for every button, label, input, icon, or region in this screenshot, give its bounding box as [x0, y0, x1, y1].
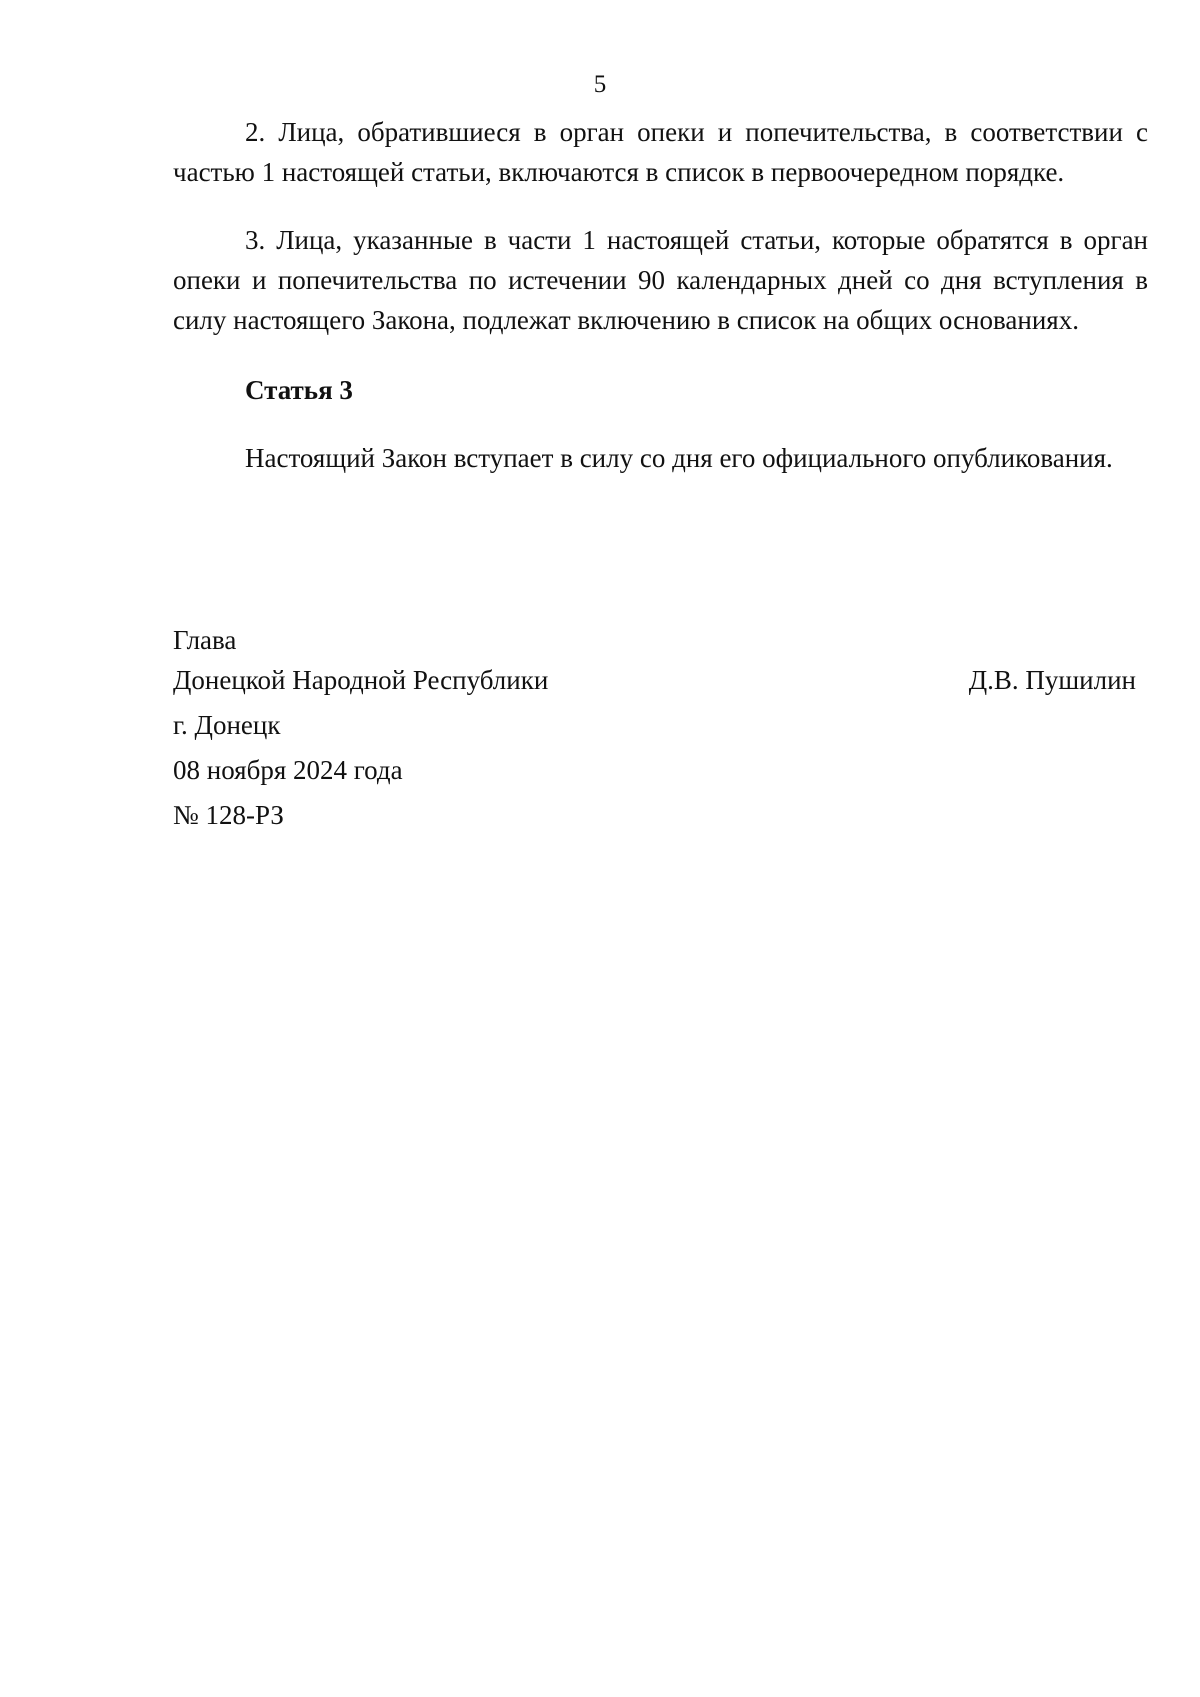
article-3-heading: Статья 3: [245, 375, 353, 405]
law-number: № 128-РЗ: [173, 800, 284, 830]
signatory-name: Д.В. Пушилин: [968, 665, 1136, 695]
signatory-title-line2: Донецкой Народной Республики: [173, 665, 549, 695]
signature-block: [173, 620, 1148, 835]
document-body: [173, 112, 1148, 478]
page-number: 5: [593, 71, 607, 98]
signing-city: г. Донецк: [173, 710, 281, 740]
signing-date: 08 ноября 2024 года: [173, 755, 403, 785]
paragraph-2: 2. Лица, обратившиеся в орган опеки и попечительства, в соответствии с частью 1 настоящей статьи, включаются в список в первоочередном порядке.: [173, 117, 1148, 187]
article-3-text: Настоящий Закон вступает в силу со дня его официального опубликования.: [245, 443, 1113, 473]
signatory-title-line1: Глава: [173, 625, 237, 655]
paragraph-3: 3. Лица, указанные в части 1 настоящей статьи, которые обратятся в орган опеки и попечительства по истечении 90 календарных дней со дня вступления в силу настоящего Закона, подлежат включению в список на общих основаниях.: [173, 225, 1148, 335]
signatory-row: [173, 660, 1148, 700]
